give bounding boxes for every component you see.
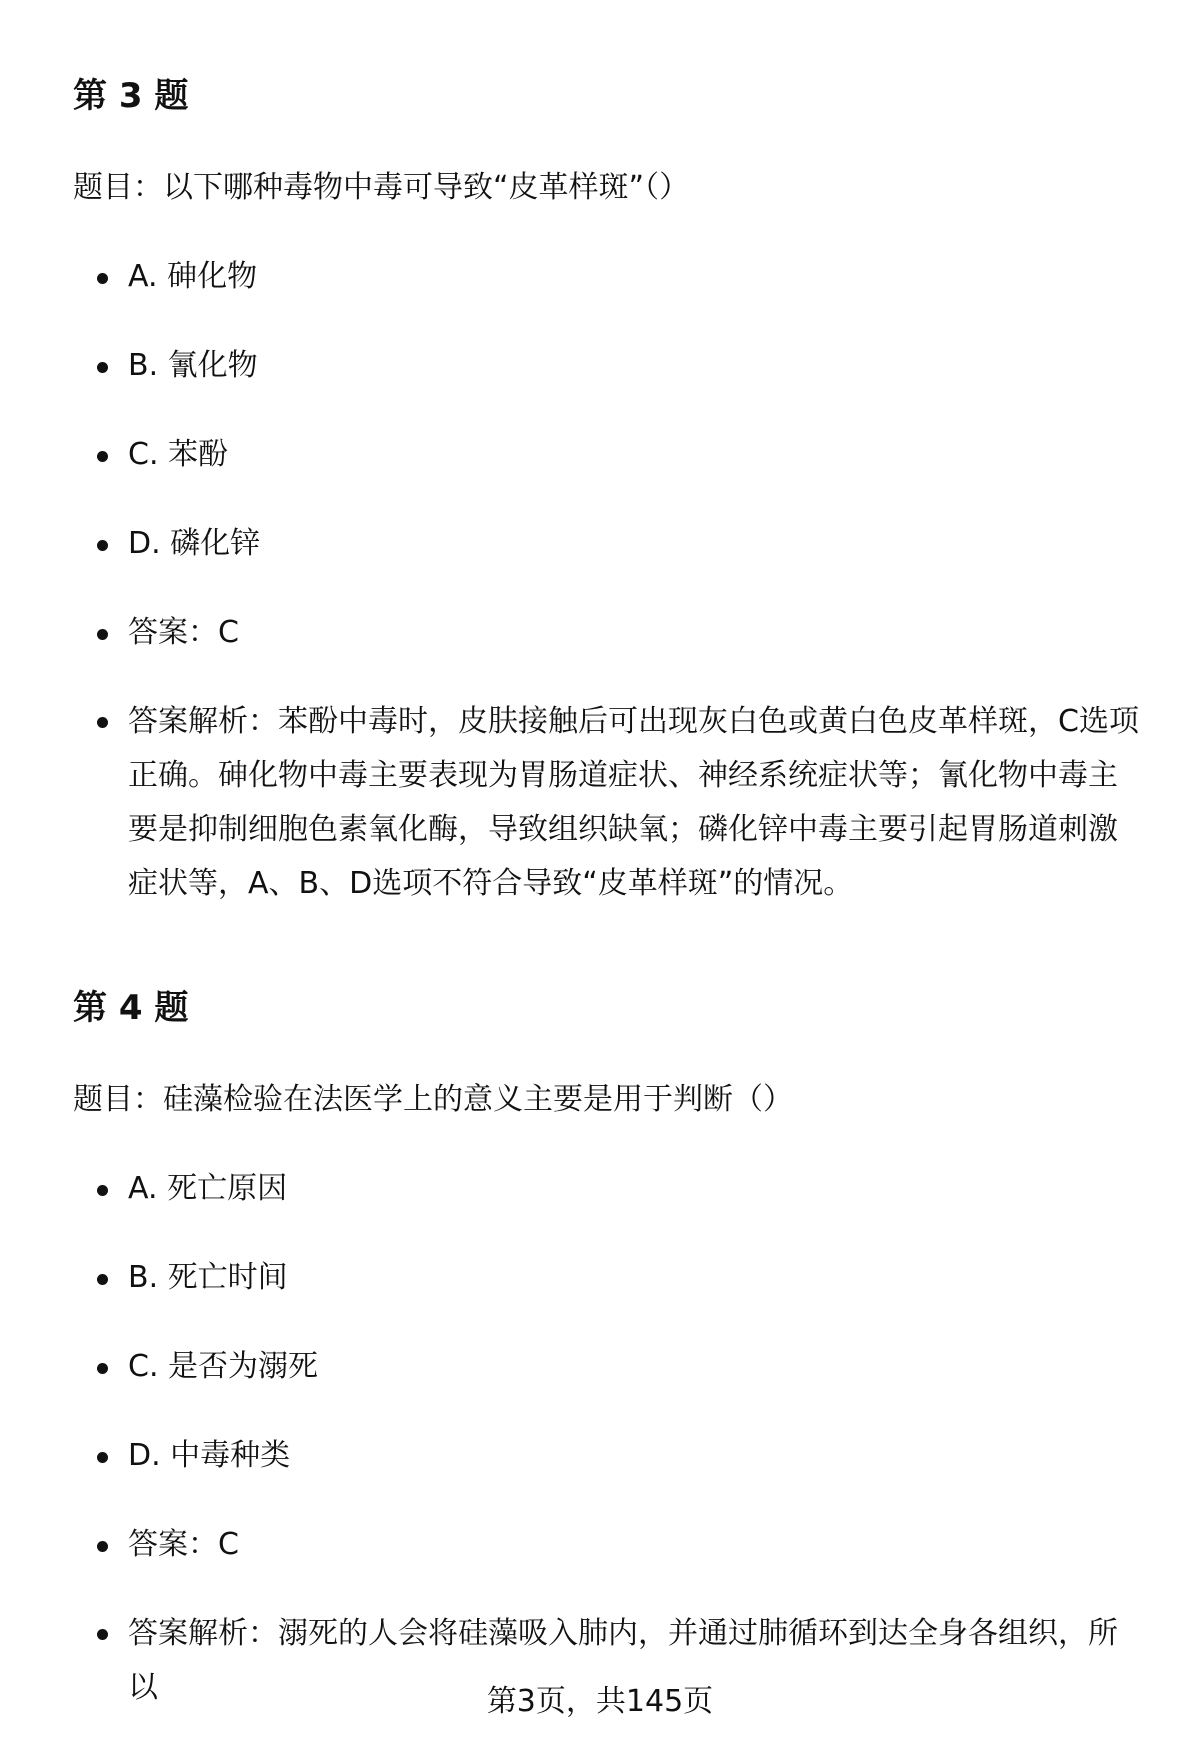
option-c <box>73 435 1143 475</box>
explanation-text: 答案解析：苯酚中毒时，皮肤接触后可出现灰白色或黄白色皮革样斑，C选项正确。砷化物中毒主要表现为胃肠道症状、神经系统症状等；氰化物中毒主要是抑制细胞色素氧化酶，导致组织缺氧；磷化锌中毒主要引起胃肠道刺激症状等，A、B、D选项不符合导致“皮革样斑”的情况。 <box>128 704 1139 901</box>
question-heading: 第 3 题 <box>73 76 189 116</box>
option-text: C. 是否为溺死 <box>128 1349 319 1384</box>
bullet-icon <box>97 1274 108 1285</box>
answer-explanation <box>73 695 1143 911</box>
question-items <box>73 1169 1143 1715</box>
question-heading: 第 4 题 <box>73 988 189 1028</box>
bullet-icon <box>97 273 108 284</box>
bullet-icon <box>97 629 108 640</box>
option-text: A. 砷化物 <box>128 259 258 294</box>
question-items <box>73 257 1143 911</box>
question-4 <box>73 988 1143 1715</box>
option-text: B. 氰化物 <box>128 348 258 383</box>
question-stem: 题目：以下哪种毒物中毒可导致“皮革样斑”（） <box>73 170 690 205</box>
answer <box>73 1525 1143 1565</box>
bullet-icon <box>97 1629 108 1640</box>
option-d <box>73 524 1143 564</box>
option-a <box>73 1169 1143 1209</box>
option-d <box>73 1436 1143 1476</box>
question-stem: 题目：硅藻检验在法医学上的意义主要是用于判断（） <box>73 1082 793 1117</box>
option-text: D. 磷化锌 <box>128 526 261 561</box>
option-b <box>73 346 1143 386</box>
bullet-icon <box>97 1185 108 1196</box>
option-a <box>73 257 1143 297</box>
option-text: A. 死亡原因 <box>128 1171 288 1206</box>
option-text: C. 苯酚 <box>128 437 229 472</box>
answer <box>73 613 1143 653</box>
option-b <box>73 1258 1143 1298</box>
answer-text: 答案：C <box>128 1527 239 1562</box>
question-3 <box>73 76 1143 911</box>
bullet-icon <box>97 451 108 462</box>
option-c <box>73 1347 1143 1387</box>
option-text: D. 中毒种类 <box>128 1438 291 1473</box>
bullet-icon <box>97 362 108 373</box>
bullet-icon <box>97 540 108 551</box>
answer-text: 答案：C <box>128 615 239 650</box>
option-text: B. 死亡时间 <box>128 1260 288 1295</box>
page-number: 第3页，共145页 <box>486 1684 714 1719</box>
bullet-icon <box>97 1452 108 1463</box>
explanation-text: 答案解析：溺死的人会将硅藻吸入肺内，并通过肺循环到达全身各组织，所以 <box>128 1616 1118 1705</box>
bullet-icon <box>97 1363 108 1374</box>
bullet-icon <box>97 717 108 728</box>
bullet-icon <box>97 1541 108 1552</box>
